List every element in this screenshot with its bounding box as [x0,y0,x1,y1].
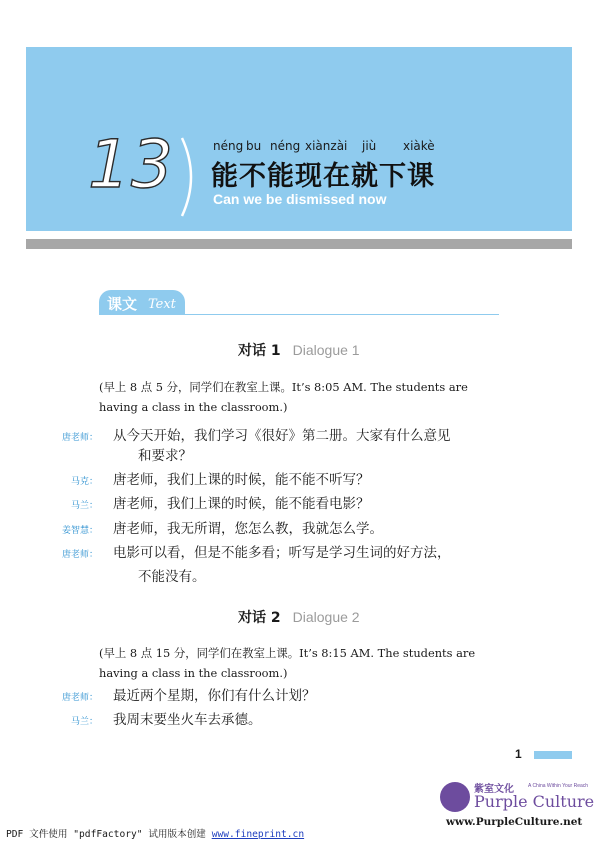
page-number-bar [534,751,572,759]
section-underline [99,314,499,315]
dialogue-2-heading-cn: 对话 2 [238,610,281,626]
dialogue-2-heading-en: Dialogue 2 [292,609,360,625]
pinyin-neng-1: néng [213,139,244,153]
lesson-title: 能不能现在就下课 [211,161,435,192]
speaker-label: 马克： [70,477,98,487]
dialogue-line: 唐老师，我们上课的时候，能不能不听写？ [113,472,370,488]
dialogue-2-heading [238,607,360,627]
dialogue-line: 唐老师，我们上课的时候，能不能看电影？ [113,496,370,512]
dialogue-line: 不能没有。 [138,569,206,585]
pinyin-neng-2: néng [270,139,301,153]
dialogue-line: 最近两个星期，你们有什么计划？ [113,688,316,704]
logo-tagline: A China Within Your Reach [528,783,589,789]
dialogue-line: 和要求？ [138,448,192,464]
page-number: 1 [515,747,522,761]
dialogue-2-scene-note: (早上 8 点 15 分，同学们在教室上课。It’s 8:15 AM. The students are having a class in the classroom.) [99,646,476,680]
lesson-subtitle: Can we be dismissed now [213,191,387,207]
purple-culture-emblem-icon [440,782,470,812]
dialogue-line: 唐老师，我无所谓，您怎么教，我就怎么学。 [113,521,383,537]
footer-text: PDF 文件使用 "pdfFactory" 试用版本创建 [6,829,212,840]
speaker-label: 唐老师： [61,433,98,443]
pinyin-jiu: jiù [362,139,377,153]
lesson-number: 13 [88,126,174,203]
bracket-decoration [178,136,202,218]
speaker-label: 唐老师： [61,693,98,703]
footer-link[interactable]: www.fineprint.cn [211,829,305,840]
dialogue-line: 我周末要坐火车去承德。 [113,712,262,728]
pinyin-bu: bu [246,139,262,153]
section-title-cn: 课文 [107,295,138,313]
logo-title-cn: 紫室文化 [474,784,514,795]
pinyin-xiake: xiàkè [403,139,435,153]
speaker-label: 马兰： [70,717,98,727]
section-title-en: Text [148,297,176,312]
logo-url: www.PurpleCulture.net [446,816,583,828]
dialogue-1-scene-note: (早上 8 点 5 分，同学们在教室上课。It’s 8:05 AM. The students are having a class in the classroom.) [99,380,468,414]
pdf-footer [6,826,304,840]
dialogue-1-heading-en: Dialogue 1 [292,342,360,358]
purple-culture-watermark [440,780,595,832]
speaker-label: 姜智慧： [61,526,98,536]
pinyin-xianzai: xiànzài [305,139,348,153]
dialogue-line: 从今天开始，我们学习《很好》第二册。大家有什么意见 [113,428,451,444]
logo-name: Purple Culture [474,792,595,811]
dialogue-1-heading [238,340,360,360]
dialogue-1-heading-cn: 对话 1 [238,343,281,359]
dialogue-line: 电影可以看，但是不能多看；听写是学习生词的好方法， [113,545,451,561]
header-divider-bar [26,239,572,249]
speaker-label: 唐老师： [61,550,98,560]
speaker-label: 马兰： [70,501,98,511]
